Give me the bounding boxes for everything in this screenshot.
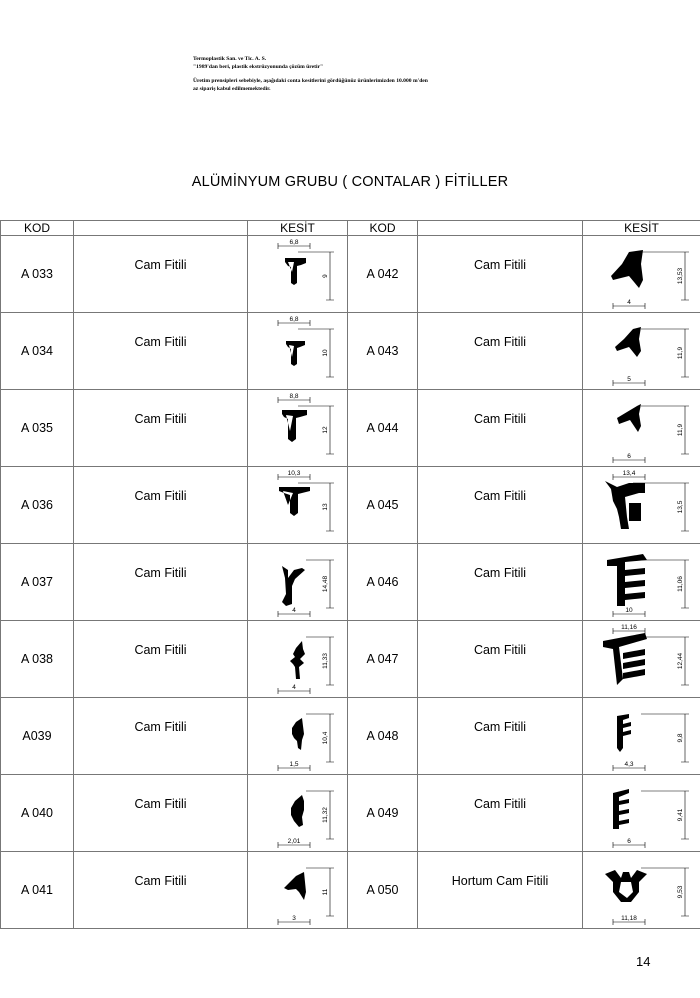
dimension-label-vertical: 13 [322, 503, 329, 511]
table-row [1, 621, 700, 698]
product-name: Cam Fitili [74, 390, 248, 467]
dimension-label-vertical: 14,48 [322, 575, 329, 593]
product-name: Cam Fitili [418, 698, 583, 775]
table-row [1, 775, 700, 852]
page-number: 14 [636, 954, 651, 969]
profile-section-drawing [583, 852, 700, 928]
product-code: A 050 [348, 852, 418, 929]
profile-section [248, 698, 348, 775]
profile-shape [285, 258, 306, 285]
profile-section [248, 852, 348, 929]
header-code-left: KOD [1, 221, 74, 236]
product-name: Cam Fitili [74, 544, 248, 621]
profile-section [583, 467, 700, 544]
dimension-label-horizontal: 10 [625, 607, 633, 614]
profile-section-drawing [583, 698, 700, 774]
dimension-label-horizontal: 11,16 [621, 624, 637, 631]
profile-shape [284, 872, 306, 900]
product-code: A 044 [348, 390, 418, 467]
profile-section-drawing [248, 544, 348, 620]
dimension-label-vertical: 9,53 [677, 885, 684, 899]
profile-section-drawing [583, 775, 700, 851]
profile-section [583, 313, 700, 390]
product-code: A 036 [1, 467, 74, 544]
profile-section-drawing [248, 852, 348, 928]
dimension-line-vertical [306, 560, 334, 608]
profile-shape [607, 554, 647, 606]
profile-section [248, 775, 348, 852]
dimension-label-horizontal: 6,8 [289, 239, 299, 246]
dimension-label-vertical: 9,8 [677, 733, 684, 743]
table-row [1, 236, 700, 313]
profile-section-drawing [583, 390, 700, 466]
profile-section-drawing [248, 698, 348, 774]
table-row [1, 313, 700, 390]
product-code: A 047 [348, 621, 418, 698]
dimension-label-horizontal: 11,18 [621, 915, 637, 922]
profile-table [0, 220, 700, 929]
profile-section-drawing [583, 313, 700, 389]
profile-shape [617, 714, 631, 752]
product-name: Cam Fitili [74, 236, 248, 313]
dimension-label-horizontal: 8,8 [289, 393, 299, 400]
dimension-label-horizontal: 1,5 [289, 761, 299, 768]
product-name: Cam Fitili [74, 621, 248, 698]
product-code: A039 [1, 698, 74, 775]
profile-section [583, 621, 700, 698]
profile-shape [615, 327, 641, 357]
dimension-line-vertical [306, 714, 334, 762]
table-row [1, 698, 700, 775]
profile-shape [286, 341, 305, 366]
profile-section [583, 544, 700, 621]
product-name: Cam Fitili [418, 390, 583, 467]
profile-section [248, 467, 348, 544]
dimension-label-horizontal: 6 [627, 838, 631, 845]
product-name: Hortum Cam Fitili [418, 852, 583, 929]
dimension-label-horizontal: 3 [292, 915, 296, 922]
dimension-label-horizontal: 4 [292, 684, 296, 691]
header-name-right [418, 221, 583, 236]
dimension-label-horizontal: 6 [627, 453, 631, 460]
page-title: ALÜMİNYUM GRUBU ( CONTALAR ) FİTİLLER [191, 174, 509, 190]
profile-section-drawing [248, 313, 348, 389]
product-code: A 048 [348, 698, 418, 775]
notice-line-1: Üretim prensipleri sebebiyle, aşağıdaki conta kesitlerini gördüğünüz ürünlerimizden 10.000 m'den [193, 78, 428, 84]
product-name: Cam Fitili [418, 775, 583, 852]
product-name: Cam Fitili [418, 236, 583, 313]
dimension-label-horizontal: 5 [627, 376, 631, 383]
product-name: Cam Fitili [74, 467, 248, 544]
table-row [1, 390, 700, 467]
profile-section-drawing [248, 775, 348, 851]
product-code: A 037 [1, 544, 74, 621]
dimension-label-vertical: 13,5 [677, 500, 684, 514]
table-row [1, 852, 700, 929]
header-section-right: KESİT [583, 221, 700, 236]
profile-shape [611, 250, 643, 288]
product-name: Cam Fitili [74, 313, 248, 390]
profile-section-drawing [248, 236, 348, 312]
notice-line-2: az sipariş kabul edilmemektedir. [193, 86, 271, 92]
product-code: A 035 [1, 390, 74, 467]
profile-shape [279, 487, 310, 516]
profile-shape [282, 566, 305, 606]
dimension-line-vertical [306, 791, 334, 839]
profile-section-drawing [583, 544, 700, 620]
profile-shape [290, 641, 305, 679]
dimension-label-horizontal: 4,3 [624, 761, 634, 768]
product-name: Cam Fitili [418, 621, 583, 698]
profile-shape [292, 718, 304, 750]
company-name: Termoplastik San. ve Tic. A. S. [193, 56, 267, 62]
product-code: A 041 [1, 852, 74, 929]
product-name: Cam Fitili [74, 775, 248, 852]
dimension-line-vertical [306, 637, 334, 685]
profile-section-drawing [248, 621, 348, 697]
dimension-label-horizontal: 13,4 [622, 470, 636, 477]
dimension-line-vertical [306, 868, 334, 916]
profile-shape [605, 481, 645, 529]
dimension-label-vertical: 12,44 [677, 652, 684, 670]
profile-section [583, 852, 700, 929]
dimension-label-vertical: 11,06 [677, 576, 684, 592]
table-row [1, 544, 700, 621]
product-name: Cam Fitili [74, 698, 248, 775]
dimension-label-horizontal: 4 [292, 607, 296, 614]
profile-section [248, 621, 348, 698]
dimension-label-horizontal: 4 [627, 299, 631, 306]
profile-section [248, 236, 348, 313]
dimension-label-vertical: 9 [322, 274, 329, 278]
profile-section [583, 390, 700, 467]
company-header [193, 55, 428, 93]
profile-section-drawing [248, 467, 348, 543]
product-name: Cam Fitili [418, 467, 583, 544]
product-code: A 040 [1, 775, 74, 852]
company-slogan: "1989'dan beri, plastik ekstrüzyonunda çözüm üretir" [193, 64, 324, 70]
header-code-right: KOD [348, 221, 418, 236]
profile-section-drawing [583, 236, 700, 312]
dimension-label-vertical: 11,33 [322, 653, 329, 669]
product-name: Cam Fitili [74, 852, 248, 929]
product-code: A 043 [348, 313, 418, 390]
profile-section-drawing [583, 467, 700, 543]
product-code: A 034 [1, 313, 74, 390]
table-header-row [1, 221, 700, 236]
profile-section [248, 544, 348, 621]
product-code: A 033 [1, 236, 74, 313]
profile-shape [603, 633, 647, 685]
product-code: A 049 [348, 775, 418, 852]
dimension-label-vertical: 10 [322, 349, 329, 357]
dimension-label-vertical: 11,32 [322, 807, 329, 823]
profile-shape [291, 795, 304, 827]
profile-section [583, 236, 700, 313]
header-name-left [74, 221, 248, 236]
profile-shape [613, 789, 629, 829]
profile-section-drawing [248, 390, 348, 466]
profile-section [248, 390, 348, 467]
dimension-label-vertical: 11,9 [677, 423, 684, 437]
dimension-label-vertical: 13,53 [677, 267, 684, 285]
dimension-label-vertical: 11,9 [677, 346, 684, 360]
header-section-left: KESİT [248, 221, 348, 236]
table-row [1, 467, 700, 544]
product-name: Cam Fitili [418, 544, 583, 621]
dimension-label-horizontal: 2,01 [287, 838, 301, 845]
profile-section [583, 775, 700, 852]
profile-shape [282, 410, 307, 442]
profile-section [583, 698, 700, 775]
dimension-label-horizontal: 6,8 [289, 316, 299, 323]
dimension-label-vertical: 10,4 [322, 731, 329, 745]
profile-section-drawing [583, 621, 700, 697]
product-code: A 042 [348, 236, 418, 313]
dimension-label-vertical: 9,41 [677, 808, 684, 822]
profile-shape [605, 870, 647, 902]
dimension-label-horizontal: 10,3 [287, 470, 301, 477]
profile-shape [617, 404, 641, 432]
product-code: A 038 [1, 621, 74, 698]
product-name: Cam Fitili [418, 313, 583, 390]
profile-section [248, 313, 348, 390]
product-code: A 046 [348, 544, 418, 621]
dimension-label-vertical: 11 [322, 888, 329, 896]
product-code: A 045 [348, 467, 418, 544]
dimension-label-vertical: 12 [322, 426, 329, 434]
